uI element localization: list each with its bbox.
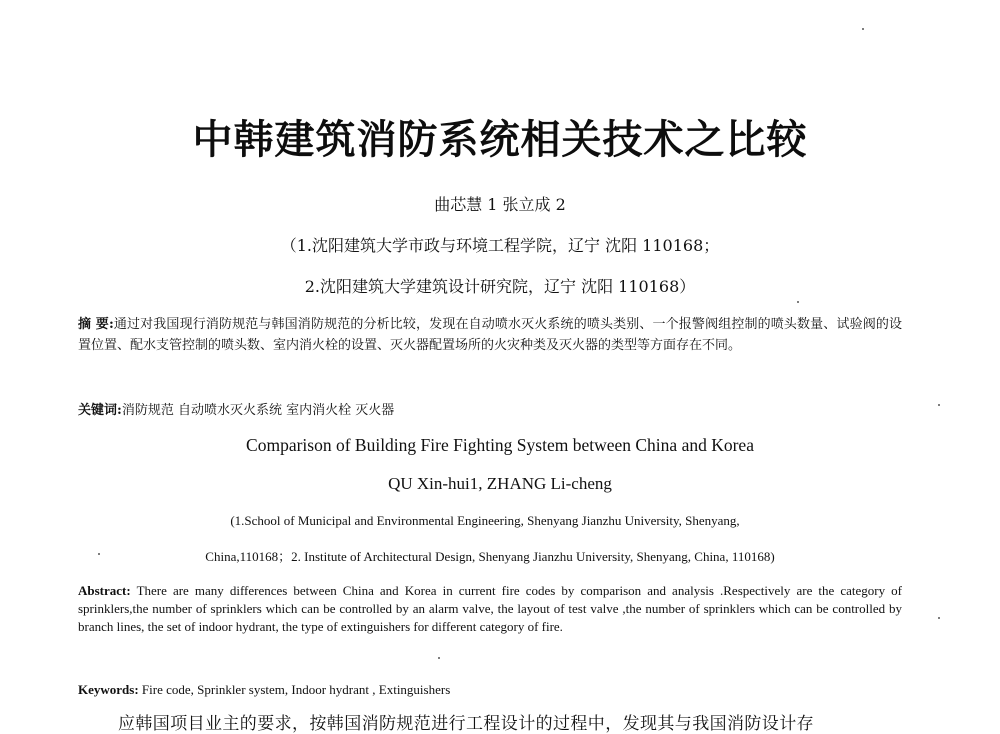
keywords-cn-label: 关键词: bbox=[78, 403, 122, 418]
scan-speck bbox=[938, 404, 940, 406]
abstract-en bbox=[78, 582, 902, 636]
affiliation-en-2: China,110168；2. Institute of Architectural Design, Shenyang Jianzhu University, Shenyang, China, 110168) bbox=[205, 549, 775, 564]
scan-speck bbox=[797, 301, 799, 303]
keywords-en bbox=[78, 679, 902, 700]
scan-speck bbox=[438, 657, 440, 659]
authors-cn: 曲芯慧 1 张立成 2 bbox=[434, 195, 566, 214]
keywords-en-label: Keywords: bbox=[78, 682, 139, 697]
keywords-cn-text: 消防规范 自动喷水灭火系统 室内消火栓 灭火器 bbox=[121, 403, 395, 418]
body-paragraph-start: 应韩国项目业主的要求，按韩国消防规范进行工程设计的过程中，发现其与我国消防设计存 bbox=[118, 714, 814, 734]
abstract-en-label: Abstract: bbox=[78, 583, 131, 598]
paper-title-en: Comparison of Building Fire Fighting System between China and Korea bbox=[246, 435, 754, 455]
abstract-cn-text: 通过对我国现行消防规范与韩国消防规范的分析比较，发现在自动喷水灭火系统的喷头类别、一个报警阀组控制的喷头数量、试验阀的设置位置、配水支管控制的喷头数、室内消火栓的设置、灭火器配置场所的火灾种类及灭火器的类型等方面存在不同。 bbox=[78, 317, 902, 353]
abstract-cn bbox=[78, 314, 902, 356]
authors-en: QU Xin-hui1, ZHANG Li-cheng bbox=[388, 474, 612, 493]
affiliation-cn-2: 2.沈阳建筑大学建筑设计研究院，辽宁 沈阳 110168） bbox=[304, 277, 696, 296]
scan-speck bbox=[98, 553, 100, 555]
keywords-cn bbox=[78, 400, 902, 421]
abstract-en-text: There are many differences between China and Korea in current fire codes by comparison and analysis .Respectively are the category of sprinklers,the number of sprinklers which can be controlled by an alarm valve, the layout of test valve ,the number of sprinklers which can be controlled by branch lines, the set of indoor hydrant, the type of extinguishers for different category of fire. bbox=[78, 583, 903, 634]
affiliation-en-1: (1.School of Municipal and Environmental Engineering, Shenyang Jianzhu University, Shenyang, bbox=[230, 513, 740, 528]
affiliation-cn-1: （1.沈阳建筑大学市政与环境工程学院，辽宁 沈阳 110168； bbox=[280, 236, 720, 255]
scan-speck bbox=[938, 617, 940, 619]
abstract-cn-label: 摘 要: bbox=[78, 317, 114, 332]
scan-speck bbox=[862, 28, 864, 30]
keywords-en-text: Fire code, Sprinkler system, Indoor hydrant , Extinguishers bbox=[141, 682, 451, 697]
paper-title: 中韩建筑消防系统相关技术之比较 bbox=[192, 117, 808, 163]
